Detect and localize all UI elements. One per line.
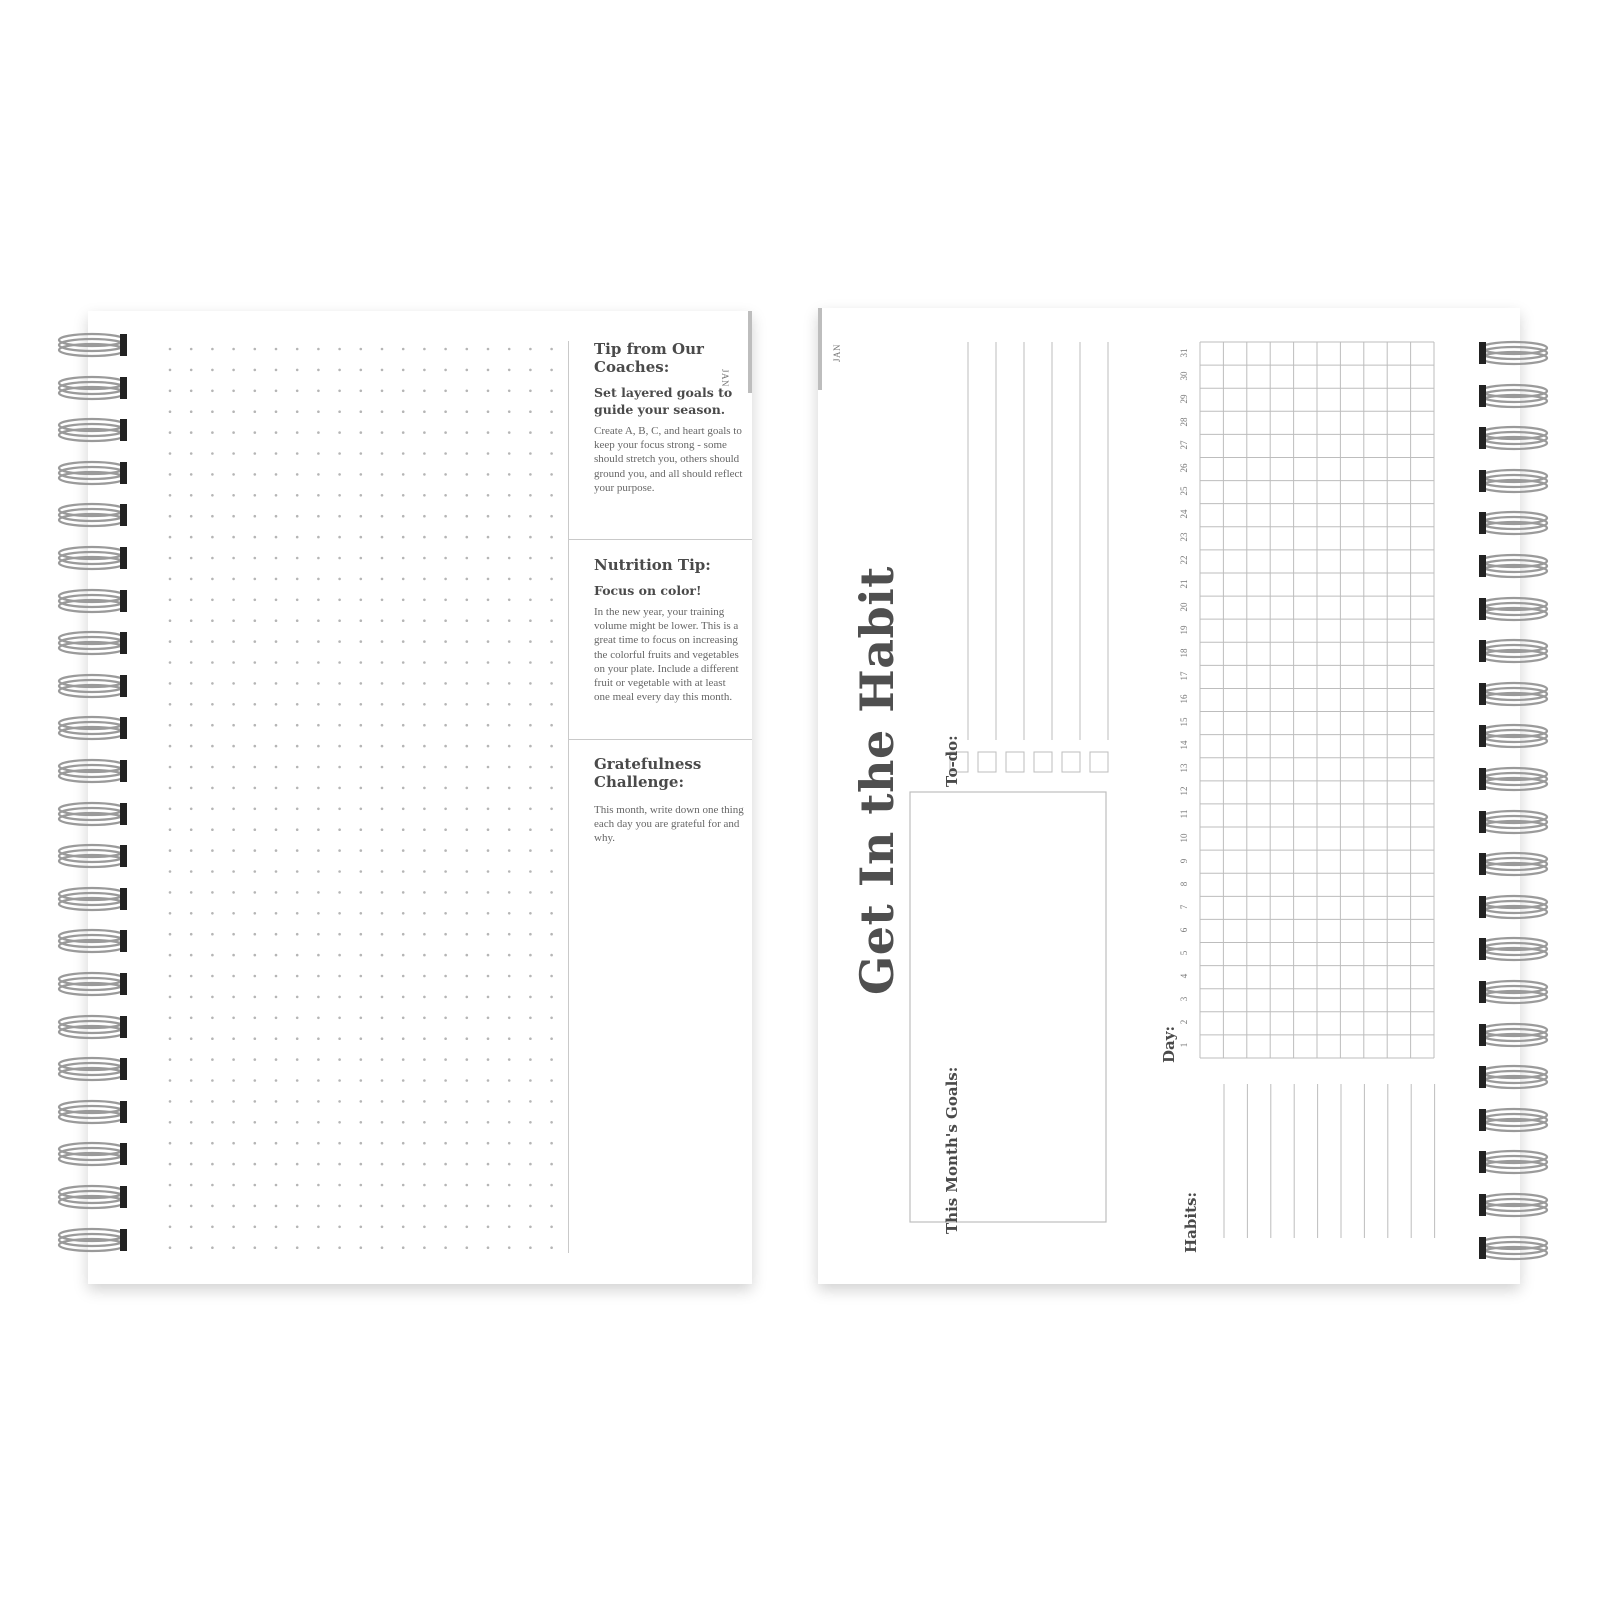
coil-ring (56, 630, 130, 656)
coil-ring (56, 1184, 130, 1210)
tip-coaches-subtitle: Set layered goals to guide your season. (594, 385, 733, 417)
goals-label: This Month's Goals: (943, 1066, 961, 1234)
day-number: 11 (1179, 810, 1189, 819)
coil-ring (1476, 1022, 1550, 1048)
coil-ring (56, 460, 130, 486)
coil-ring (56, 1056, 130, 1082)
coil-ring (56, 758, 130, 784)
coil-ring (56, 502, 130, 528)
coil-ring (1476, 340, 1550, 366)
day-number: 23 (1179, 532, 1189, 542)
coil-ring (1476, 1064, 1550, 1090)
tip-nutrition (594, 556, 744, 704)
coil-ring (56, 928, 130, 954)
coil-ring (1476, 851, 1550, 877)
day-number: 5 (1179, 950, 1189, 956)
day-number: 9 (1179, 858, 1189, 863)
coil-ring (1476, 510, 1550, 536)
coil-ring (56, 1227, 130, 1253)
coil-ring (56, 375, 130, 401)
day-number: 22 (1179, 555, 1189, 565)
tip-coaches-title: Tip from Our Coaches: (594, 340, 704, 376)
day-number: 6 (1179, 927, 1189, 933)
coil-ring (1476, 979, 1550, 1005)
day-number: 3 (1179, 997, 1189, 1002)
coil-ring (56, 1014, 130, 1040)
coil-ring (56, 801, 130, 827)
tips-column-divider (568, 341, 569, 1253)
coil-ring (1476, 894, 1550, 920)
coil-ring (56, 332, 130, 358)
coil-ring (1476, 723, 1550, 749)
day-number: 16 (1179, 694, 1189, 704)
coil-ring (1476, 638, 1550, 664)
tip-divider-2 (568, 739, 752, 740)
habits-label: Habits: (1182, 1192, 1200, 1253)
day-number: 24 (1179, 509, 1189, 519)
month-tab-left: JAN (720, 369, 730, 388)
coil-ring (1476, 596, 1550, 622)
coil-ring (56, 673, 130, 699)
day-number: 14 (1179, 740, 1189, 750)
tip-coaches-body: Create A, B, C, and heart goals to keep your focus strong - some should stretch you, others should ground you, and all should reflect your purpose. (594, 425, 743, 494)
day-number: 2 (1179, 1020, 1189, 1025)
coil-ring (56, 417, 130, 443)
todo-label: To-do: (943, 735, 961, 787)
page-title: Get In the Habit (850, 566, 904, 995)
coil-ring (1476, 1235, 1550, 1261)
coil-ring (1476, 809, 1550, 835)
day-number: 10 (1179, 833, 1189, 843)
day-number: 7 (1179, 904, 1189, 910)
tip-gratefulness-title: Gratefulness Challenge: (594, 755, 702, 791)
coil-ring (1476, 425, 1550, 451)
day-number: 29 (1179, 394, 1189, 404)
day-number: 26 (1179, 463, 1189, 473)
day-number: 27 (1179, 440, 1189, 450)
day-number: 15 (1179, 717, 1189, 727)
day-number: 4 (1179, 973, 1189, 979)
day-number: 13 (1179, 763, 1189, 773)
month-tab-bar-right (818, 308, 822, 390)
tip-divider-1 (568, 539, 752, 540)
month-tab-bar-left (748, 311, 752, 393)
tip-coaches (594, 340, 744, 495)
tip-gratefulness (594, 755, 744, 846)
day-number: 20 (1179, 602, 1189, 612)
coil-ring (56, 843, 130, 869)
day-number: 1 (1179, 1043, 1189, 1048)
right-notebook-page (818, 308, 1520, 1284)
day-number: 19 (1179, 625, 1189, 635)
coil-ring (1476, 1192, 1550, 1218)
day-number: 28 (1179, 417, 1189, 427)
coil-ring (56, 886, 130, 912)
month-tab-right: JAN (832, 343, 842, 362)
day-number: 17 (1179, 671, 1189, 681)
day-number: 31 (1179, 348, 1189, 358)
coil-ring (56, 545, 130, 571)
habit-tracker-grid (818, 308, 1520, 1284)
day-number: 8 (1179, 881, 1189, 887)
coil-ring (56, 971, 130, 997)
day-number: 25 (1179, 486, 1189, 496)
tip-nutrition-subtitle: Focus on color! (594, 583, 702, 598)
day-label: Day: (1160, 1026, 1178, 1063)
coil-ring (56, 715, 130, 741)
coil-ring (1476, 1149, 1550, 1175)
coil-ring (56, 1099, 130, 1125)
coil-ring (1476, 681, 1550, 707)
coil-ring (1476, 468, 1550, 494)
tip-nutrition-body: In the new year, your training volume might be lower. This is a great time to focus on increasing the colorful fruits and vegetables on your plate. Include a different fruit or vegetable with at least one meal every day this month. (594, 606, 739, 704)
coil-ring (1476, 936, 1550, 962)
day-number: 18 (1179, 648, 1189, 658)
day-number: 12 (1179, 786, 1189, 796)
coil-ring (56, 588, 130, 614)
coil-ring (1476, 383, 1550, 409)
coil-ring (56, 1141, 130, 1167)
coil-ring (1476, 1107, 1550, 1133)
day-number: 21 (1179, 579, 1189, 589)
tip-gratefulness-body: This month, write down one thing each day you are grateful for and why. (594, 804, 744, 845)
coil-ring (1476, 766, 1550, 792)
day-number: 30 (1179, 371, 1189, 381)
tip-nutrition-title: Nutrition Tip: (594, 556, 711, 574)
coil-ring (1476, 553, 1550, 579)
